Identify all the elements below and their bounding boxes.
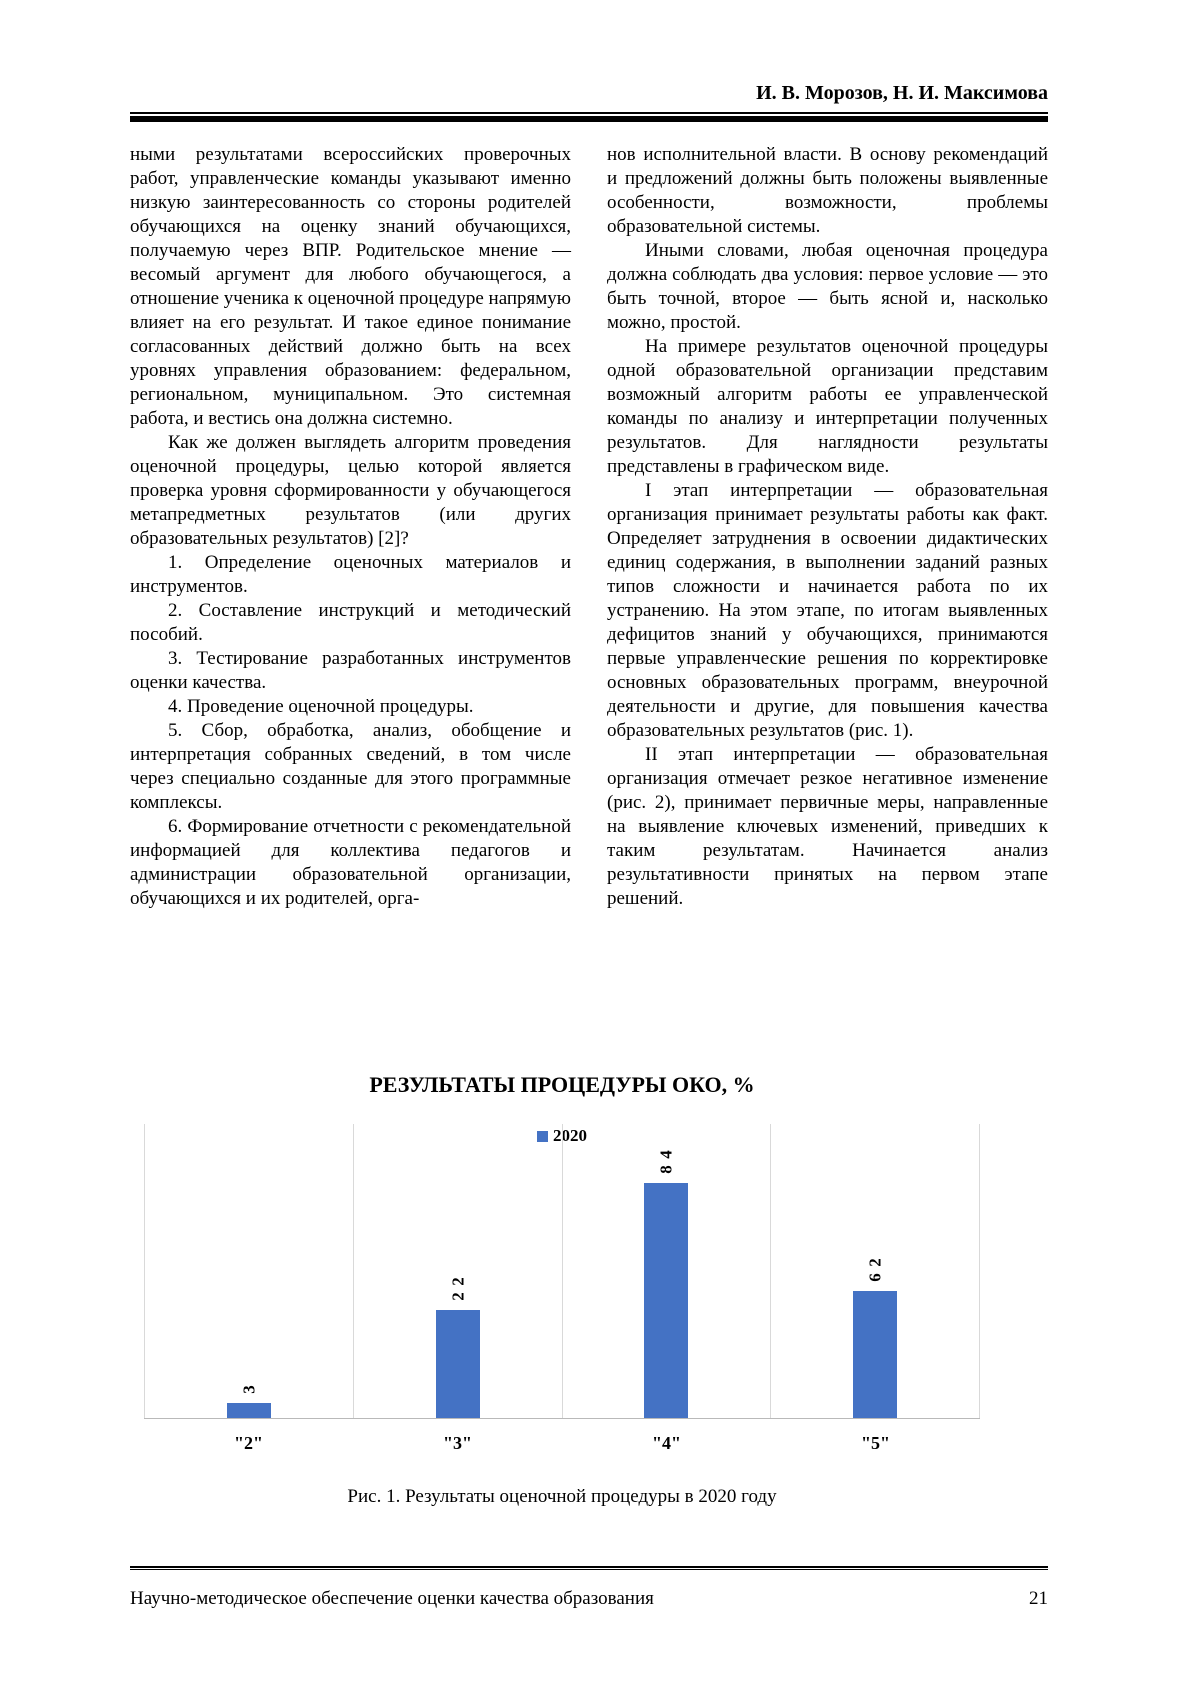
bar-value-label: 3 <box>239 1385 259 1394</box>
category-label: "5" <box>861 1433 890 1453</box>
page-header-authors: И. В. Морозов, Н. И. Максимова <box>756 82 1048 104</box>
list-item: 2. Составление инструкций и методический пособий. <box>130 600 571 645</box>
figure-1 <box>130 1072 1048 1508</box>
x-axis-labels <box>144 1433 980 1454</box>
legend-label: 2020 <box>553 1126 587 1145</box>
bar-value-label: 2 6 <box>865 1258 885 1282</box>
list-item: 3. Тестирование разработанных инструментов оценки качества. <box>130 648 571 693</box>
journal-title: Научно-методическое обеспечение оценки качества образования <box>130 1588 654 1609</box>
bar <box>853 1291 897 1418</box>
list-item: 5. Сбор, обработка, анализ, обобщение и интерпретация собранных сведений, в том числе через специально созданные для этого программные комплексы. <box>130 720 571 813</box>
paragraph: ными результатами всероссийских проверочных работ, управленческие команды указывают именно низкую заинтересованность со стороны родителей обучающихся на оценку знаний обучающихся, получаемую через ВПР. Родительское мнение — весомый аргумент для любого обучающегося, а отношение ученика к оценочной процедуре напрямую влияет на его результат. И такое единое понимание согласованных действий должно быть на всех уровнях управления образованием: федеральном, региональном, муниципальном. Это системная работа, и вестись она должна системно. <box>130 144 571 429</box>
paragraph: Иными словами, любая оценочная процедура должна соблюдать два условия: первое условие — это быть точной, второе — быть ясной и, насколько можно, простой. <box>607 240 1048 333</box>
paragraph: Как же должен выглядеть алгоритм проведения оценочной процедуры, целью которой является проверка уровня сформированности у обучающегося метапредметных результатов (или других образовательных результатов) [2]? <box>130 432 571 549</box>
left-column <box>130 143 571 911</box>
paragraph: I этап интерпретации — образовательная организация принимает результаты работы как факт. Определяет затруднения в освоении дидактических единиц содержания, в выполнении заданий разных типов сложности и начинается работа по их устранению. На этом этапе, по итогам выявленных дефицитов знаний у обучающихся, принимаются первые управленческие решения по корректировке основных образовательных программ, внеурочной деятельности и другие, для повышения качества образовательных результатов (рис. 1). <box>607 480 1048 741</box>
category-slot <box>562 1124 771 1418</box>
bar-value-label: 2 2 <box>448 1277 468 1301</box>
page-footer <box>130 1588 1048 1610</box>
category-label: "4" <box>652 1433 681 1453</box>
bar <box>227 1403 271 1418</box>
category-label: "3" <box>443 1433 472 1453</box>
right-column <box>607 143 1048 911</box>
page-number: 21 <box>1029 1588 1048 1609</box>
paragraph: нов исполнительной власти. В основу рекомендаций и предложений должны быть положены выявленные особенности, возможности, проблемы образовательной системы. <box>607 144 1048 237</box>
category-slot <box>353 1124 562 1418</box>
footer-rule <box>130 1566 1048 1570</box>
figure-caption: Рис. 1. Результаты оценочной процедуры в 2020 году <box>347 1486 777 1507</box>
chart-title: РЕЗУЛЬТАТЫ ПРОЦЕДУРЫ ОКО, % <box>369 1072 755 1097</box>
category-slot <box>144 1124 353 1418</box>
header-rule <box>130 112 1048 122</box>
list-item: 4. Проведение оценочной процедуры. <box>168 696 474 717</box>
list-item: 6. Формирование отчетности с рекомендательной информацией для коллектива педагогов и администрации образовательной организации, обучающихся и их родителей, орга- <box>130 816 571 909</box>
header-rule-thick-line <box>130 116 1048 122</box>
two-column-text <box>130 143 1048 911</box>
bar-chart-plot-area <box>144 1124 980 1419</box>
bar <box>644 1183 688 1418</box>
paragraph: На примере результатов оценочной процедуры одной образовательной организации представим возможный алгоритм работы ее управленческой команды по анализу и интерпретации полученных результатов. Для наглядности результаты представлены в графическом виде. <box>607 336 1048 477</box>
category-slot <box>770 1124 980 1418</box>
bar-value-label: 4 8 <box>656 1150 676 1174</box>
bar <box>436 1310 480 1418</box>
list-item: 1. Определение оценочных материалов и инструментов. <box>130 552 571 597</box>
paragraph: II этап интерпретации — образовательная организация отмечает резкое негативное изменение (рис. 2), принимает первичные меры, направленные на выявление ключевых изменений, приведших к таким результатам. Начинается анализ результативности принятых на первом этапе решений. <box>607 744 1048 909</box>
category-label: "2" <box>234 1433 263 1453</box>
